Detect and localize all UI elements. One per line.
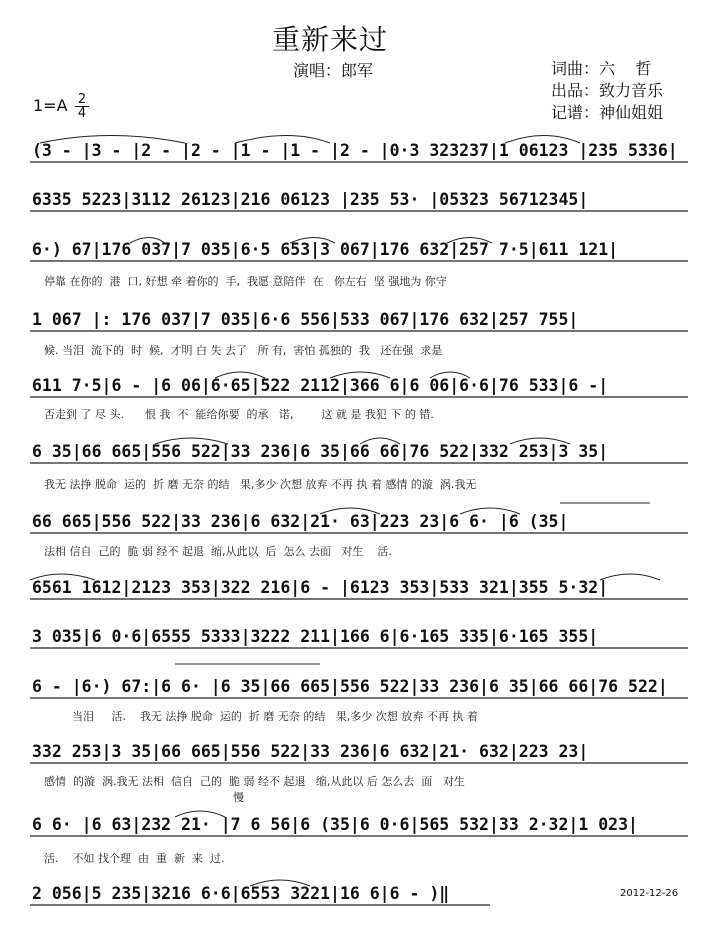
lyric-line-11: 感情 的漩 涡.我无 法相 信自 己的 脆 弱 经不 起退 缩,从此以 后 怎么去 面 对生 <box>44 775 465 788</box>
lyric-line-12: 活. 不如 找个理 由 重 新 来 过. <box>44 852 225 865</box>
score-line-10: 6 - |6·) 67:|6 6· |6 35|66 665|556 522|33 236|6 35|66 66|76 522| <box>32 677 668 696</box>
transcription-date: 2012-12-26 <box>620 888 679 899</box>
score-line-3: 6·) 67|176 037|7 035|6·5 653|3 067|176 632|257 7·5|611 121| <box>32 240 619 259</box>
score-line-7: 66 665|556 522|33 236|6 632|21· 63|223 23|6 6· |6 (35| <box>32 512 569 531</box>
lyric-line-5: 否走到 了 尽 头. 恨 我 不 能给你要 的承 诺, 这 就 是 我犯 下 的 错. <box>44 408 434 421</box>
singer-credit: 演唱：郎军 <box>293 61 374 80</box>
time-signature <box>75 93 89 120</box>
transcriber: 记谱：神仙姐姐 <box>551 103 664 122</box>
score-line-2: 6335 5223|3112 26123|216 06123 |235 53· |05323 56712345| <box>32 190 589 209</box>
slur <box>600 574 660 580</box>
tempo-mark-slow: 慢 <box>233 791 244 804</box>
score-line-12: 6 6· |6 63|232 21· |7 6 56|6 (35|6 0·6|565 532|33 2·32|1 023| <box>32 815 638 834</box>
score-line-11: 332 253|3 35|66 665|556 522|33 236|6 632|21· 632|223 23| <box>32 742 589 761</box>
lyric-line-3: 停靠 在你的 港 口, 好想 牵 着你的 手, 我愿 意陪伴 在 你左右 坚 强地为 你守 <box>44 275 447 288</box>
lyric-line-10: 当泪 活. 我无 法挣 脱命 运的 折 磨 无奈 的结 果,多少 次想 放弃 不再 执 着 <box>44 710 478 723</box>
publisher: 出品：致力音乐 <box>551 81 664 100</box>
score-line-6: 6 35|66 665|556 522|33 236|6 35|66 66|76 522|332 253|3 35| <box>32 442 609 461</box>
score-line-8: 6561 1612|2123 353|322 216|6 - |6123 353|533 321|355 5·32| <box>32 578 609 597</box>
time-signature-bottom: 4 <box>77 106 87 121</box>
lyricist-composer: 词曲：六 哲 <box>551 59 652 78</box>
score-line-4: 1 067 |: 176 037|7 035|6·6 556|533 067|176 632|257 755| <box>32 310 579 329</box>
lyric-line-4: 候. 当泪 流下的 时 候, 才明 白 失 去了 所 有, 害怕 孤独的 我 还在强 求是 <box>44 344 443 357</box>
credits-block <box>551 58 663 124</box>
lyric-line-6: 我无 法挣 脱命 运的 折 磨 无奈 的结 果,多少 次想 放弃 不再 执 着 感情 的漩 涡.我无 <box>44 478 477 491</box>
score-line-9: 3 035|6 0·6|6555 5333|3222 211|166 6|6·165 335|6·165 355| <box>32 627 599 646</box>
time-signature-top: 2 <box>75 93 89 107</box>
key-signature: 1=A <box>33 96 68 115</box>
score-line-13: 2 056|5 235|3216 6·6|6553 3221|16 6|6 - )‖ <box>32 884 450 903</box>
score-line-1: (3 - |3 - |2 - |2 - |1 - |1 - |2 - |0·3 323237|1 06123 |235 5336| <box>32 141 678 160</box>
score-line-5: 611 7·5|6 - |6 06|6·65|522 2112|366 6|6 06|6·6|76 533|6 -| <box>32 376 609 395</box>
song-title: 重新来过 <box>272 23 389 56</box>
lyric-line-7: 法相 信自 己的 脆 弱 经不 起退 缩,从此以 后 怎么 去面 对生 活. <box>44 545 392 558</box>
